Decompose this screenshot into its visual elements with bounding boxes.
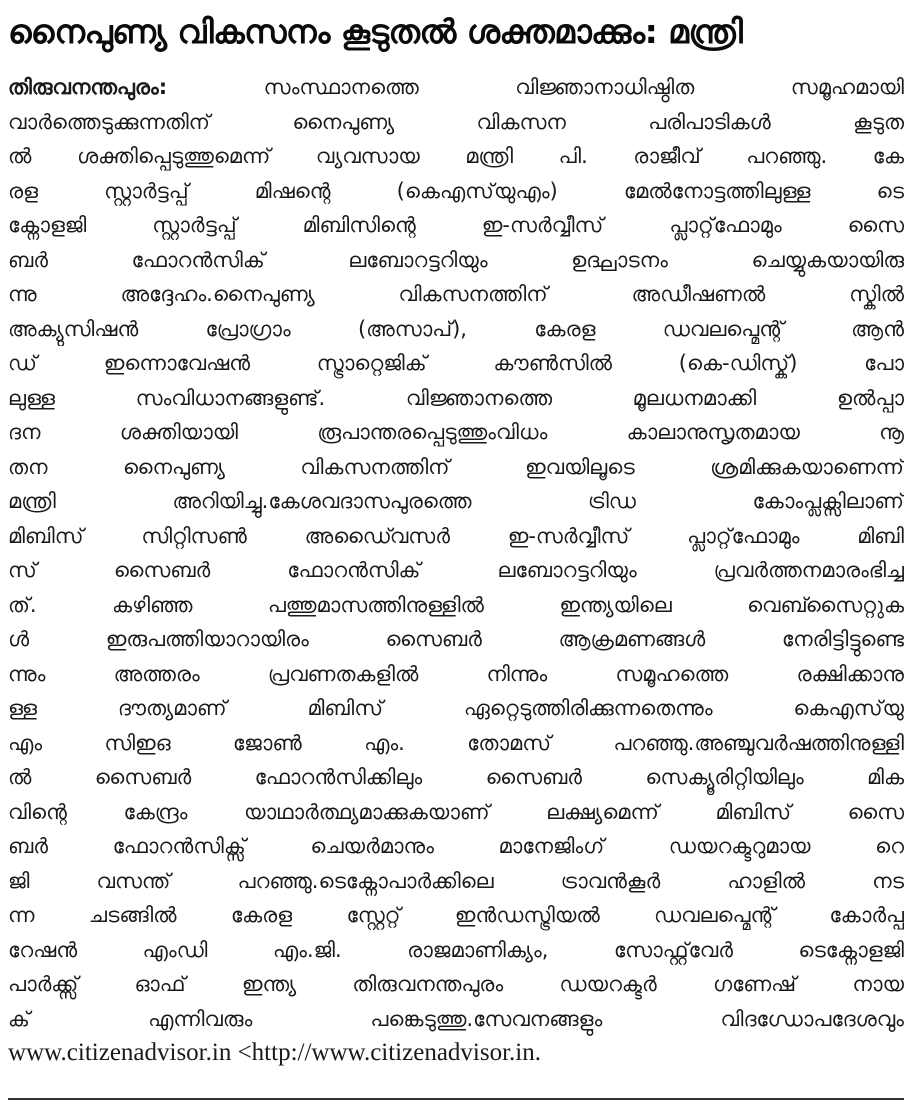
body-line-text: സംസ്ഥാനത്തെ വിജ്ഞാനാധിഷ്ഠിത സമൂഹമായി	[167, 75, 904, 99]
body-line: ലുള്ള സംവിധാനങ്ങളുണ്ട്. വിജ്ഞാനത്തെ മൂലധനമാക്കി ഉൽപ്പാ	[8, 385, 904, 410]
body-line: ക്നോളജി സ്റ്റാർട്ടപ്പ് മിബിസിന്റെ ഇ-സർവ്വീസ് പ്ലാറ്റ്‌ഫോമും സൈ	[8, 213, 904, 237]
body-line: ത്. കഴിഞ്ഞ പത്തുമാസത്തിനുള്ളിൽ ഇന്ത്യയിലെ വെബ്സൈറ്റുക	[8, 592, 904, 617]
body-line-1	[8, 70, 904, 105]
body-line: ൾ ഇരുപത്തിയാറായിരം സൈബർ ആക്രമണങ്ങൾ നേരിട്ടിട്ടുണ്ടെ	[8, 627, 904, 651]
body-line: ക് എന്നിവരും പങ്കെടുത്തു.സേവനങ്ങളും വിദഗ്ധോപദേശവും	[8, 1006, 904, 1031]
body-line: ബർ ഫോറൻസിക്സ് ചെയർമാനും മാനേജിംഗ് ഡയറക്ടറുമായ റെ	[8, 834, 904, 858]
body-line: റേഷൻ എംഡി എം.ജി. രാജമാണിക്യം, സോഫ്റ്റ്‌വേർ ടെക്നോളജി	[8, 937, 904, 962]
body-line: മിബിസ് സിറ്റിസൺ അഡൈ്വസർ ഇ-സർവ്വീസ് പ്ലാറ്റ്‌ഫോമും മിബി	[8, 523, 904, 548]
body-line: മന്ത്രി അറിയിച്ചു.കേശവദാസപുരത്തെ ട്രിഡ കോംപ്ലക്സിലാണ്	[8, 489, 904, 513]
body-line: ബർ ഫോറൻസിക് ലബോറട്ടറിയും ഉദ്ഘാടനം ചെയ്യുകയായിരു	[8, 247, 904, 272]
body-line: ൽ സൈബർ ഫോറൻസിക്കിലും സൈബർ സെക്യൂരിറ്റിയിലും മിക	[8, 765, 904, 789]
body-line: എം സിഇഒ ജോൺ എം. തോമസ് പറഞ്ഞു.അഞ്ചുവർഷത്തിനുള്ളി	[8, 730, 904, 755]
body-line: ന്ന ചടങ്ങിൽ കേരള സ്റ്റേറ്റ് ഇൻഡസ്ട്രിയൽ ഡവലപ്മെന്റ് കോർപ്പ	[8, 903, 904, 927]
dateline: തിരുവനന്തപുരം:	[8, 75, 168, 99]
bottom-rule	[8, 1098, 904, 1100]
body-line: വാർത്തെടുക്കുന്നതിന് നൈപുണ്യ വികസന പരിപാടികൾ കൂടുത	[8, 109, 904, 134]
article-body	[8, 70, 904, 1071]
body-line: ന്നും അത്തരം പ്രവണതകളിൽ നിന്നും സമൂഹത്തെ രക്ഷിക്കാനു	[8, 661, 904, 686]
body-line: ൽ ശക്തിപ്പെടുത്തുമെന്ന് വ്യവസായ മന്ത്രി പി. രാജീവ് പറഞ്ഞു. കേ	[8, 144, 904, 168]
news-article	[8, 0, 904, 1110]
body-line: തന നൈപുണ്യ വികസനത്തിന് ഇവയിലൂടെ ശ്രമിക്കുകയാണെന്ന്	[8, 454, 904, 479]
body-line: ദന ശക്തിയായി രൂപാന്തരപ്പെടുത്തുംവിധം കാലാനുസൃതമായ നൂ	[8, 420, 904, 444]
headline: നൈപുണ്യ വികസനം കൂടുതൽ ശക്തമാക്കും: മന്ത്രി	[8, 12, 743, 51]
website-link-line: www.citizenadvisor.in <http://www.citizenadvisor.in.	[8, 1039, 541, 1066]
body-line: പാർക്ക്സ് ഓഫ് ഇന്ത്യ തിരുവനന്തപുരം ഡയറക്ടർ ഗണേഷ് നായ	[8, 972, 904, 996]
body-line: സ് സൈബർ ഫോറൻസിക് ലബോറട്ടറിയും പ്രവർത്തനമാരംഭിച്ച	[8, 558, 904, 582]
body-line: ന്നു അദ്ദേഹം.നൈപുണ്യ വികസനത്തിന് അഡീഷണൽ സ്കിൽ	[8, 282, 904, 306]
body-line: ഡ് ഇന്നൊവേഷൻ സ്ട്രാറ്റെജിക് കൗൺസിൽ (കെ-ഡിസ്ക്) പോ	[8, 351, 904, 375]
body-line: അക്യുസിഷൻ പ്രോഗ്രാം (അസാപ്), കേരള ഡവലപ്മെന്റ് ആൻ	[8, 316, 904, 341]
body-line: രള സ്റ്റാർട്ടപ്പ് മിഷന്റെ (കെഎസ്‌യുഎം) മേൽനോട്ടത്തിലുള്ള ടെ	[8, 178, 904, 203]
body-line: ള്ള ദൗത്യമാണ് മിബിസ് ഏറ്റെടുത്തിരിക്കുന്നതെന്നും കെഎസ്‌യു	[8, 696, 904, 720]
body-line: ജി വസന്ത് പറഞ്ഞു.ടെക്നോപാർക്കിലെ ട്രാവൻകൂർ ഹാളിൽ നട	[8, 868, 904, 893]
body-line: വിന്റെ കേന്ദ്രം യാഥാർത്ഥ്യമാക്കുകയാണ് ലക്ഷ്യമെന്ന് മിബിസ് സൈ	[8, 799, 904, 824]
